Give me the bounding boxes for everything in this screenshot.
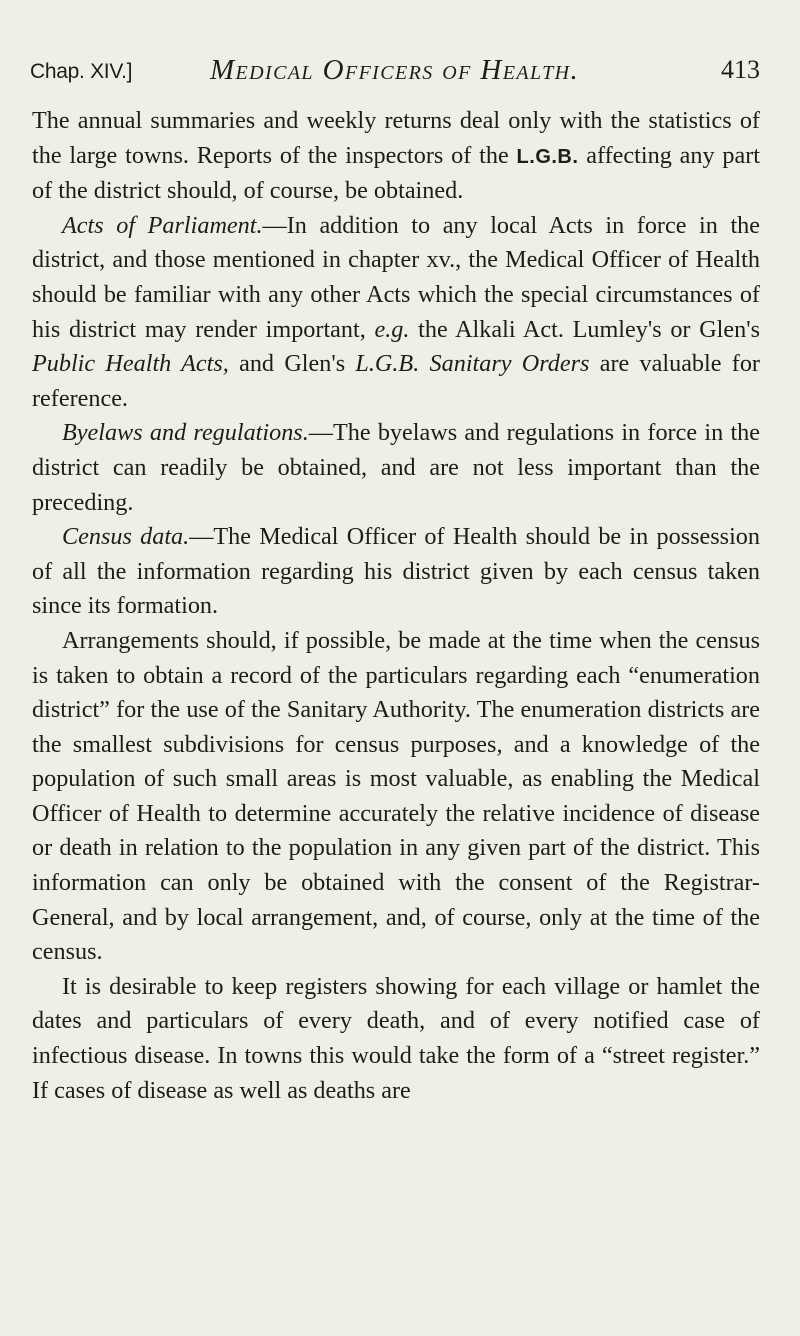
paragraph-text: are valuable for reference. xyxy=(32,350,760,412)
paragraph-text: Arrangements should, if possible, be made at the time when the census is taken to obtain a record of the particulars regarding each “enumeration district” for the use of the Sanitary Authority. The enumeration districts are the smallest subdivisions for census purposes, and a knowledge of the population of such small areas is most valuable, as enabling the Medical Officer of Health to determine accurately the relative incidence of disease or death in relation to the population in any given part of the district. This information can only be obtained with the consent of the Registrar-General, and by local arrangement, and, of course, only at the time of the census. xyxy=(32,626,760,966)
running-title: Medical Officers of Health. xyxy=(210,54,580,86)
chapter-reference: Chap. XIV.] xyxy=(30,60,133,83)
lgb-abbreviation: L.G.B. xyxy=(516,145,579,168)
paragraph-arrangements xyxy=(32,624,760,970)
running-head xyxy=(30,48,760,92)
paragraph-acts-of-parliament xyxy=(32,209,760,417)
paragraph-text: It is desirable to keep registers showing for each village or hamlet the dates and particulars of every death, and of every notified case of infectious disease. In towns this would take the form of a “street register.” If cases of disease as well as deaths are xyxy=(32,972,760,1104)
paragraph-text: —In addition to any local Acts in force in the district, and those mentioned in chapter xv., the Medical Officer of Health should be familiar with any other Acts which the special circumstances of his district may render important, xyxy=(32,211,760,343)
page-number: 413 xyxy=(721,55,760,84)
paragraph-text: and Glen's xyxy=(228,350,356,378)
paragraph-census-data xyxy=(32,520,760,624)
section-heading: Byelaws and regulations. xyxy=(62,419,309,447)
paragraph-text: The annual summaries and weekly returns deal only with the statistics of the large towns. Reports of the inspectors of the xyxy=(32,107,760,169)
paragraph-registers xyxy=(32,970,760,1108)
body-text xyxy=(32,104,760,1108)
abbreviation-eg: e.g. xyxy=(374,315,410,343)
book-reference: L.G.B. Sanitary Orders xyxy=(355,350,590,378)
section-heading: Census data. xyxy=(62,523,190,551)
paragraph-annual-summaries xyxy=(32,104,760,209)
paragraph-byelaws xyxy=(32,416,760,520)
paragraph-text: the Alkali Act. Lumley's or Glen's xyxy=(409,315,760,343)
book-reference: Public Health Acts, xyxy=(32,350,229,378)
paragraph-text: —The Medical Officer of Health should be in possession of all the information regarding his district given by each census taken since its formation. xyxy=(32,523,760,620)
section-heading: Acts of Parliament. xyxy=(62,211,263,239)
paragraph-text: affecting any part of the district should, of course, be obtained. xyxy=(32,141,760,205)
paragraph-text: —The byelaws and regulations in force in the district can readily be obtained, and are not less important than the preceding. xyxy=(32,419,760,516)
